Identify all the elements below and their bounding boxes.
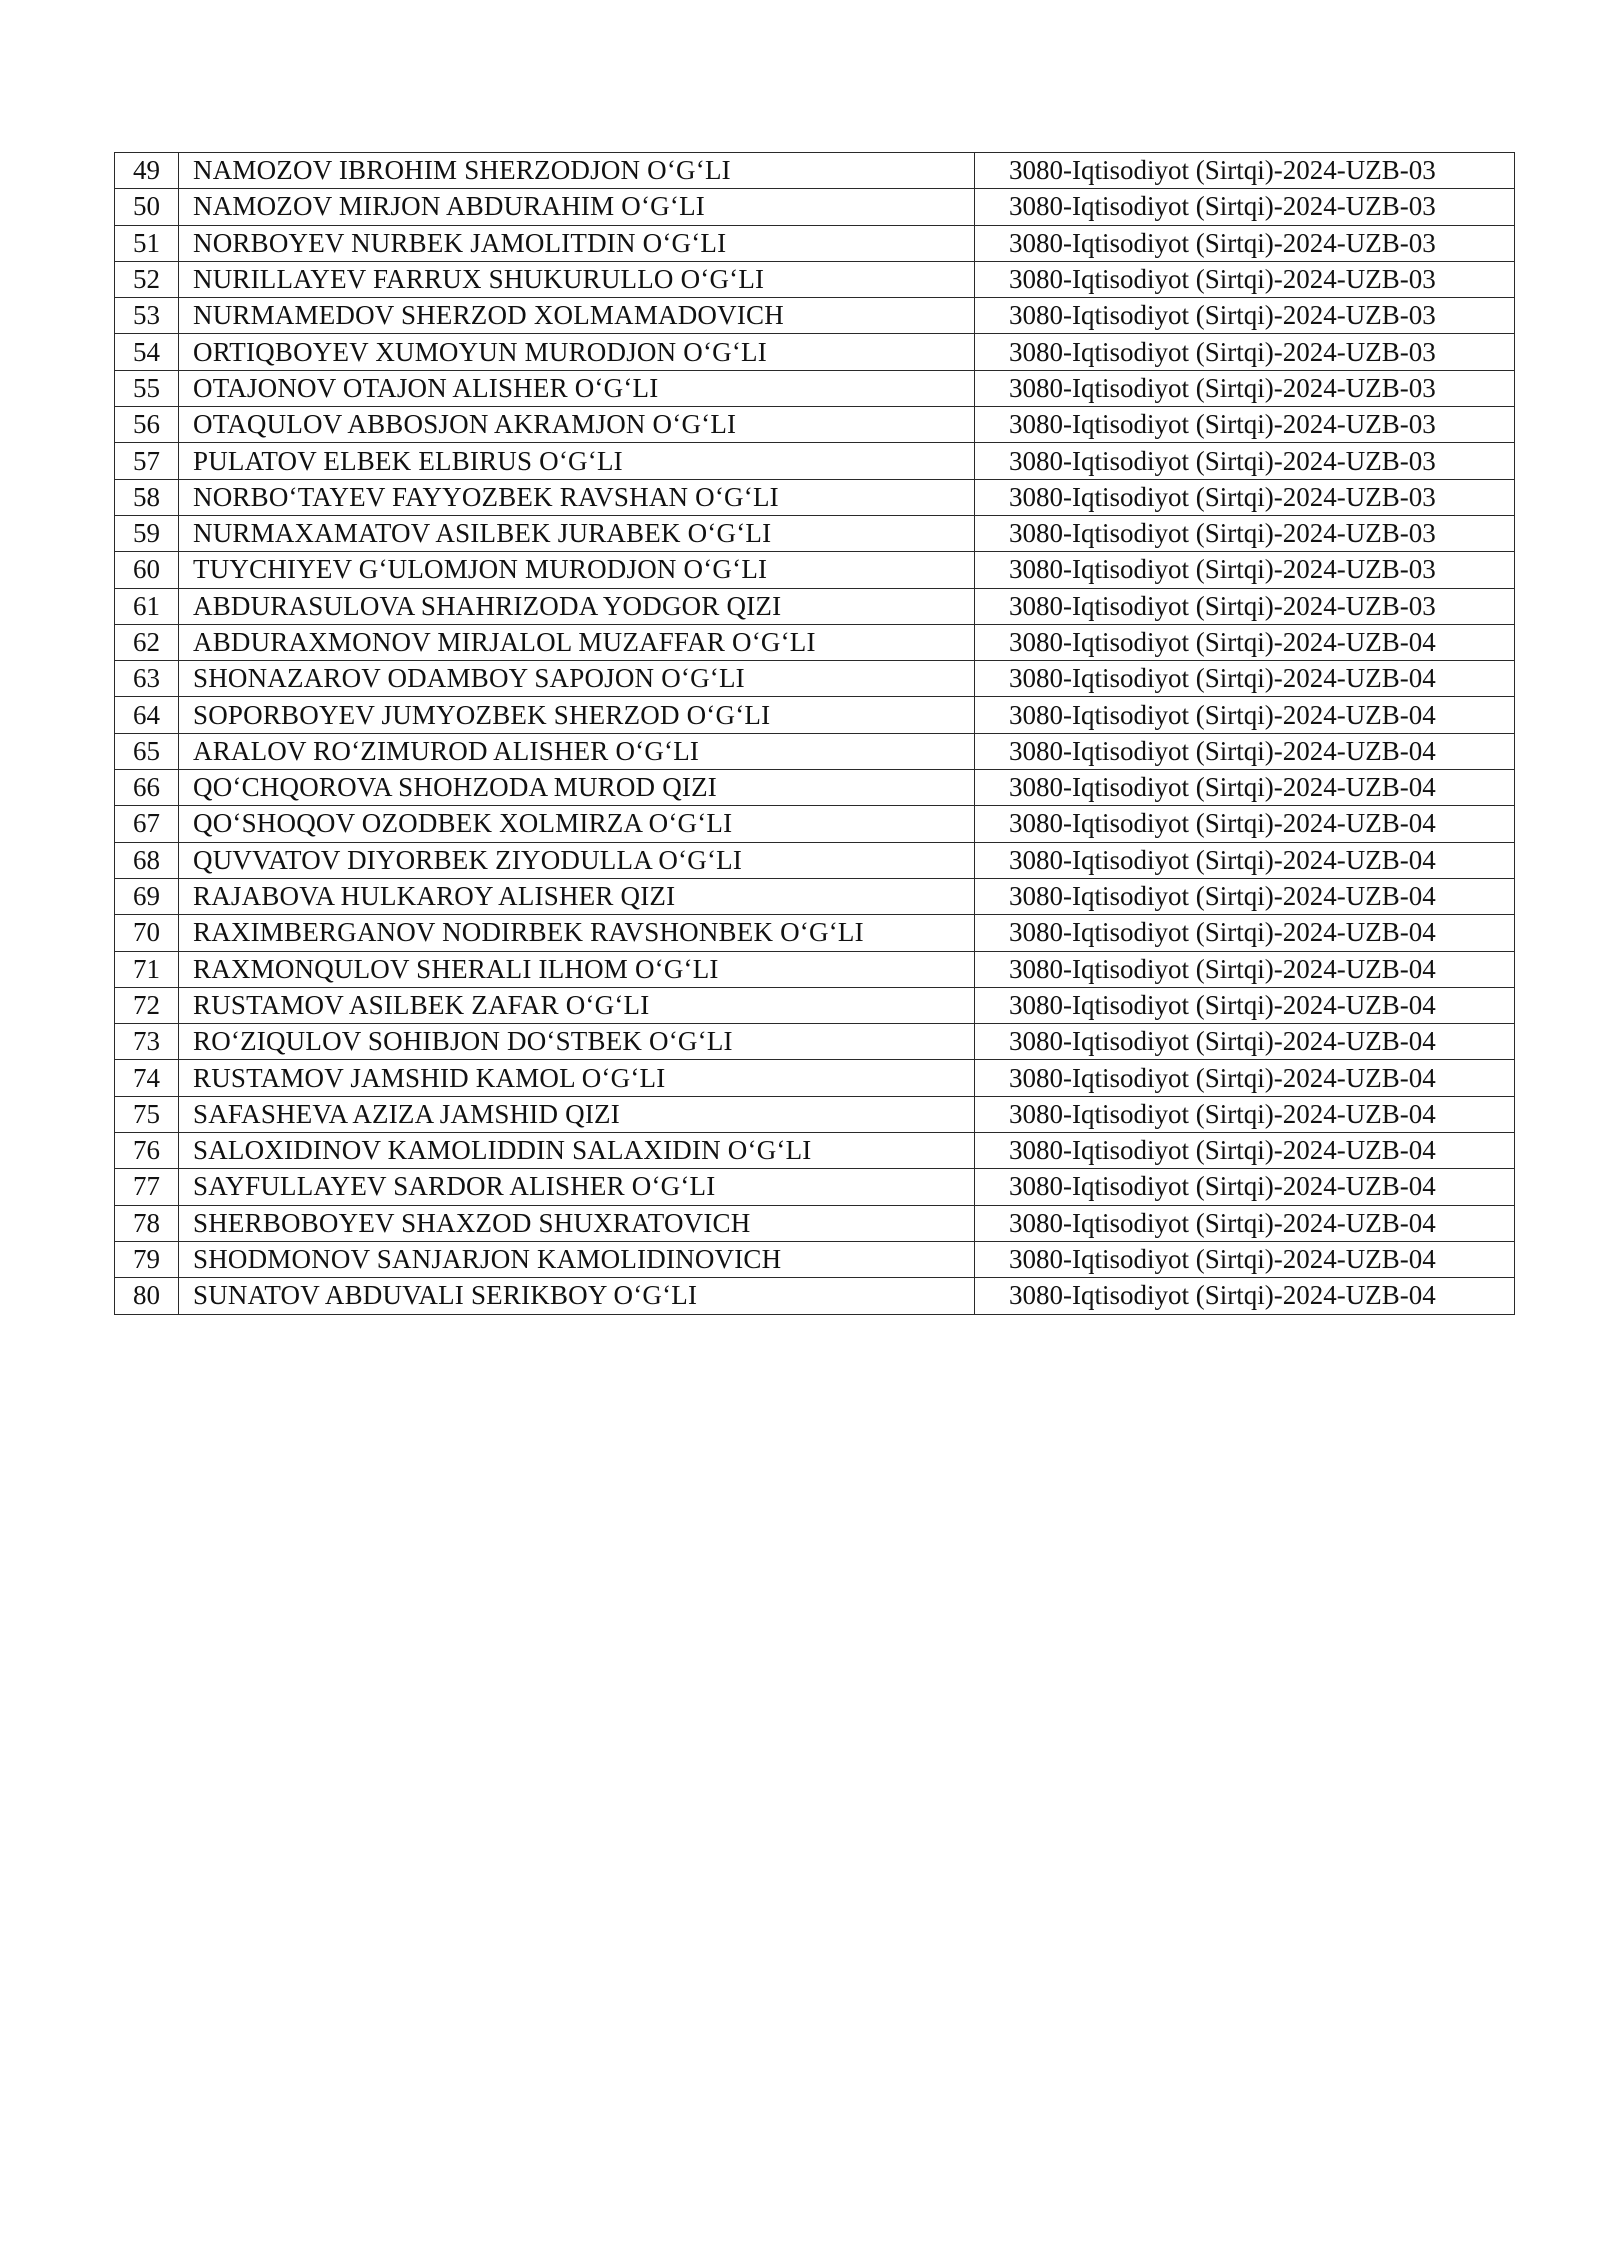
table-row [115,1133,1515,1169]
row-number-cell: 64 [115,697,179,733]
student-name-cell: SALOXIDINOV KAMOLIDDIN SALAXIDIN O‘G‘LI [179,1133,975,1169]
group-code-cell: 3080-Iqtisodiyot (Sirtqi)-2024-UZB-03 [975,189,1515,225]
row-number-cell: 69 [115,878,179,914]
group-code-cell: 3080-Iqtisodiyot (Sirtqi)-2024-UZB-03 [975,153,1515,189]
table-row [115,878,1515,914]
group-code-cell: 3080-Iqtisodiyot (Sirtqi)-2024-UZB-04 [975,1205,1515,1241]
table-row [115,1024,1515,1060]
row-number-cell: 55 [115,370,179,406]
student-name-cell: SAFASHEVA AZIZA JAMSHID QIZI [179,1096,975,1132]
group-code-cell: 3080-Iqtisodiyot (Sirtqi)-2024-UZB-04 [975,624,1515,660]
student-name-cell: NURMAMEDOV SHERZOD XOLMAMADOVICH [179,298,975,334]
table-row [115,298,1515,334]
table-row [115,588,1515,624]
student-name-cell: SAYFULLAYEV SARDOR ALISHER O‘G‘LI [179,1169,975,1205]
table-row [115,1205,1515,1241]
table-row [115,1096,1515,1132]
table-row [115,515,1515,551]
group-code-cell: 3080-Iqtisodiyot (Sirtqi)-2024-UZB-03 [975,479,1515,515]
group-code-cell: 3080-Iqtisodiyot (Sirtqi)-2024-UZB-04 [975,915,1515,951]
student-name-cell: SHONAZAROV ODAMBOY SAPOJON O‘G‘LI [179,661,975,697]
table-row [115,661,1515,697]
group-code-cell: 3080-Iqtisodiyot (Sirtqi)-2024-UZB-03 [975,515,1515,551]
group-code-cell: 3080-Iqtisodiyot (Sirtqi)-2024-UZB-04 [975,1169,1515,1205]
group-code-cell: 3080-Iqtisodiyot (Sirtqi)-2024-UZB-04 [975,842,1515,878]
table-row [115,624,1515,660]
student-name-cell: NURILLAYEV FARRUX SHUKURULLO O‘G‘LI [179,261,975,297]
row-number-cell: 66 [115,770,179,806]
table-row [115,1241,1515,1277]
row-number-cell: 72 [115,987,179,1023]
student-name-cell: NURMAXAMATOV ASILBEK JURABEK O‘G‘LI [179,515,975,551]
group-code-cell: 3080-Iqtisodiyot (Sirtqi)-2024-UZB-04 [975,1096,1515,1132]
group-code-cell: 3080-Iqtisodiyot (Sirtqi)-2024-UZB-04 [975,770,1515,806]
group-code-cell: 3080-Iqtisodiyot (Sirtqi)-2024-UZB-04 [975,1024,1515,1060]
student-name-cell: OTAQULOV ABBOSJON AKRAMJON O‘G‘LI [179,407,975,443]
row-number-cell: 75 [115,1096,179,1132]
table-row [115,987,1515,1023]
student-name-cell: OTAJONOV OTAJON ALISHER O‘G‘LI [179,370,975,406]
row-number-cell: 57 [115,443,179,479]
group-code-cell: 3080-Iqtisodiyot (Sirtqi)-2024-UZB-04 [975,661,1515,697]
group-code-cell: 3080-Iqtisodiyot (Sirtqi)-2024-UZB-04 [975,733,1515,769]
table-row [115,1060,1515,1096]
group-code-cell: 3080-Iqtisodiyot (Sirtqi)-2024-UZB-04 [975,1060,1515,1096]
student-name-cell: QUVVATOV DIYORBEK ZIYODULLA O‘G‘LI [179,842,975,878]
row-number-cell: 61 [115,588,179,624]
row-number-cell: 62 [115,624,179,660]
group-code-cell: 3080-Iqtisodiyot (Sirtqi)-2024-UZB-03 [975,370,1515,406]
student-name-cell: RUSTAMOV JAMSHID KAMOL O‘G‘LI [179,1060,975,1096]
student-name-cell: SHERBOBOYEV SHAXZOD SHUXRATOVICH [179,1205,975,1241]
table-row [115,334,1515,370]
table-row [115,1278,1515,1314]
table-row [115,407,1515,443]
row-number-cell: 70 [115,915,179,951]
row-number-cell: 49 [115,153,179,189]
row-number-cell: 71 [115,951,179,987]
row-number-cell: 63 [115,661,179,697]
student-name-cell: NORBO‘TAYEV FAYYOZBEK RAVSHAN O‘G‘LI [179,479,975,515]
group-code-cell: 3080-Iqtisodiyot (Sirtqi)-2024-UZB-03 [975,443,1515,479]
table-row [115,552,1515,588]
group-code-cell: 3080-Iqtisodiyot (Sirtqi)-2024-UZB-04 [975,878,1515,914]
row-number-cell: 51 [115,225,179,261]
student-name-cell: NAMOZOV MIRJON ABDURAHIM O‘G‘LI [179,189,975,225]
student-name-cell: ABDURAXMONOV MIRJALOL MUZAFFAR O‘G‘LI [179,624,975,660]
table-row [115,842,1515,878]
student-name-cell: NORBOYEV NURBEK JAMOLITDIN O‘G‘LI [179,225,975,261]
table-row [115,1169,1515,1205]
row-number-cell: 56 [115,407,179,443]
row-number-cell: 80 [115,1278,179,1314]
group-code-cell: 3080-Iqtisodiyot (Sirtqi)-2024-UZB-03 [975,225,1515,261]
row-number-cell: 53 [115,298,179,334]
row-number-cell: 73 [115,1024,179,1060]
table-row [115,915,1515,951]
group-code-cell: 3080-Iqtisodiyot (Sirtqi)-2024-UZB-03 [975,261,1515,297]
student-name-cell: RO‘ZIQULOV SOHIBJON DO‘STBEK O‘G‘LI [179,1024,975,1060]
table-row [115,806,1515,842]
student-list-table [114,152,1515,1315]
table-row [115,370,1515,406]
student-name-cell: SUNATOV ABDUVALI SERIKBOY O‘G‘LI [179,1278,975,1314]
row-number-cell: 52 [115,261,179,297]
student-name-cell: RUSTAMOV ASILBEK ZAFAR O‘G‘LI [179,987,975,1023]
student-name-cell: ABDURASULOVA SHAHRIZODA YODGOR QIZI [179,588,975,624]
group-code-cell: 3080-Iqtisodiyot (Sirtqi)-2024-UZB-04 [975,951,1515,987]
student-name-cell: NAMOZOV IBROHIM SHERZODJON O‘G‘LI [179,153,975,189]
student-name-cell: TUYCHIYEV G‘ULOMJON MURODJON O‘G‘LI [179,552,975,588]
group-code-cell: 3080-Iqtisodiyot (Sirtqi)-2024-UZB-04 [975,1241,1515,1277]
row-number-cell: 78 [115,1205,179,1241]
student-name-cell: ORTIQBOYEV XUMOYUN MURODJON O‘G‘LI [179,334,975,370]
row-number-cell: 76 [115,1133,179,1169]
row-number-cell: 65 [115,733,179,769]
row-number-cell: 77 [115,1169,179,1205]
student-list-body [115,153,1515,1315]
group-code-cell: 3080-Iqtisodiyot (Sirtqi)-2024-UZB-04 [975,987,1515,1023]
student-name-cell: PULATOV ELBEK ELBIRUS O‘G‘LI [179,443,975,479]
student-name-cell: QO‘SHOQOV OZODBEK XOLMIRZA O‘G‘LI [179,806,975,842]
student-name-cell: RAXMONQULOV SHERALI ILHOM O‘G‘LI [179,951,975,987]
table-row [115,443,1515,479]
group-code-cell: 3080-Iqtisodiyot (Sirtqi)-2024-UZB-03 [975,298,1515,334]
student-name-cell: ARALOV RO‘ZIMUROD ALISHER O‘G‘LI [179,733,975,769]
row-number-cell: 50 [115,189,179,225]
table-row [115,733,1515,769]
row-number-cell: 79 [115,1241,179,1277]
group-code-cell: 3080-Iqtisodiyot (Sirtqi)-2024-UZB-04 [975,806,1515,842]
student-name-cell: QO‘CHQOROVA SHOHZODA MUROD QIZI [179,770,975,806]
table-row [115,261,1515,297]
table-row [115,770,1515,806]
student-name-cell: SOPORBOYEV JUMYOZBEK SHERZOD O‘G‘LI [179,697,975,733]
group-code-cell: 3080-Iqtisodiyot (Sirtqi)-2024-UZB-04 [975,1133,1515,1169]
group-code-cell: 3080-Iqtisodiyot (Sirtqi)-2024-UZB-04 [975,1278,1515,1314]
student-name-cell: RAXIMBERGANOV NODIRBEK RAVSHONBEK O‘G‘LI [179,915,975,951]
table-row [115,189,1515,225]
row-number-cell: 58 [115,479,179,515]
row-number-cell: 54 [115,334,179,370]
row-number-cell: 67 [115,806,179,842]
table-row [115,225,1515,261]
student-name-cell: RAJABOVA HULKAROY ALISHER QIZI [179,878,975,914]
table-row [115,951,1515,987]
row-number-cell: 59 [115,515,179,551]
group-code-cell: 3080-Iqtisodiyot (Sirtqi)-2024-UZB-03 [975,407,1515,443]
student-name-cell: SHODMONOV SANJARJON KAMOLIDINOVICH [179,1241,975,1277]
table-row [115,479,1515,515]
group-code-cell: 3080-Iqtisodiyot (Sirtqi)-2024-UZB-03 [975,552,1515,588]
group-code-cell: 3080-Iqtisodiyot (Sirtqi)-2024-UZB-04 [975,697,1515,733]
row-number-cell: 60 [115,552,179,588]
table-row [115,697,1515,733]
row-number-cell: 68 [115,842,179,878]
group-code-cell: 3080-Iqtisodiyot (Sirtqi)-2024-UZB-03 [975,588,1515,624]
table-row [115,153,1515,189]
group-code-cell: 3080-Iqtisodiyot (Sirtqi)-2024-UZB-03 [975,334,1515,370]
row-number-cell: 74 [115,1060,179,1096]
